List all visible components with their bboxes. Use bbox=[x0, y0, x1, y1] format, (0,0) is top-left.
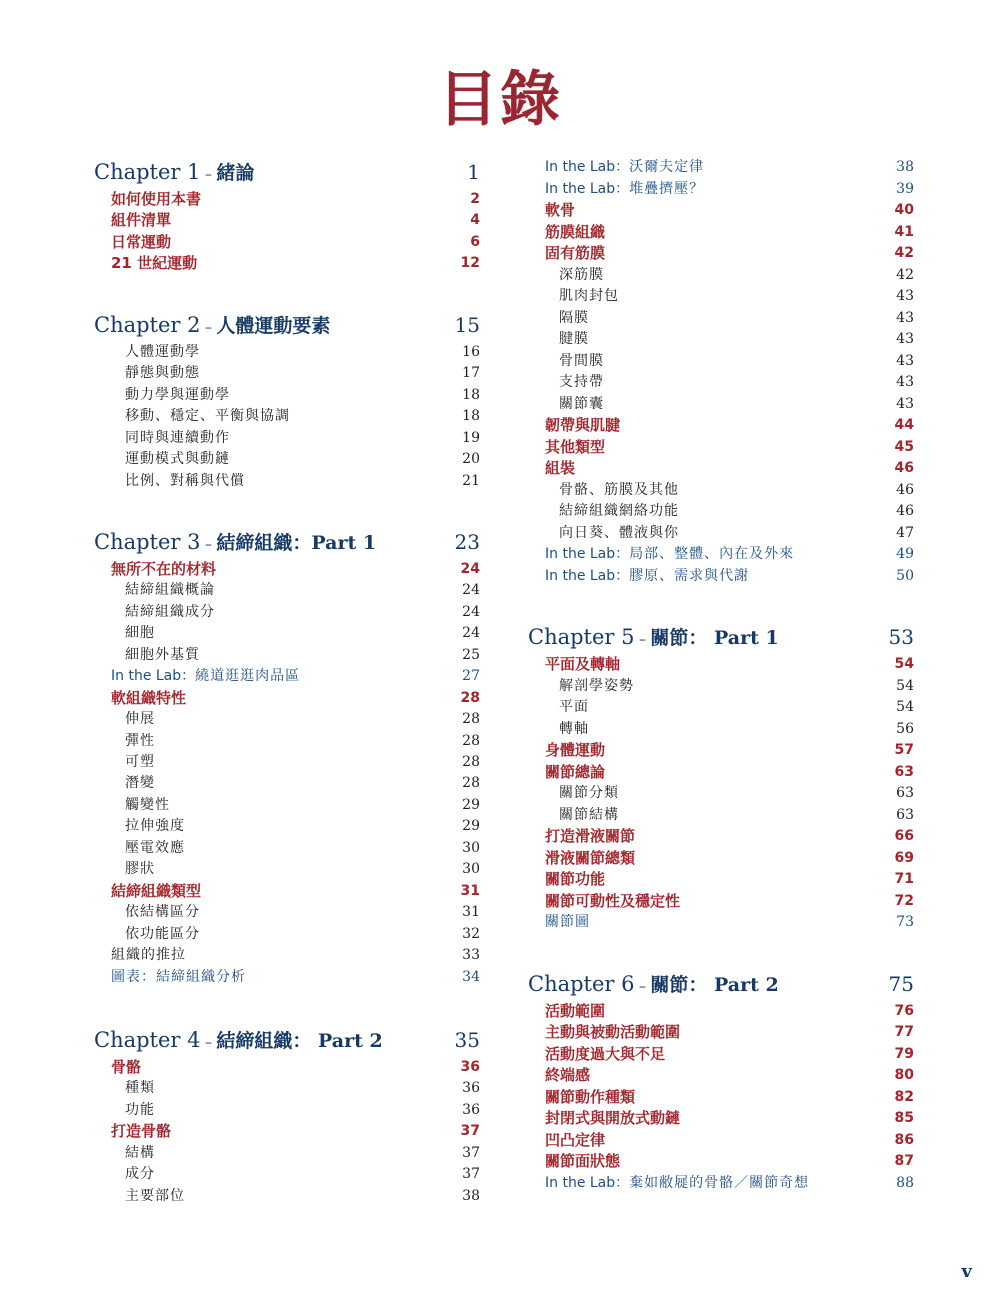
toc-chapter[interactable] bbox=[94, 156, 480, 188]
entry-page-number: 36 bbox=[462, 1101, 480, 1118]
toc-subsection[interactable] bbox=[528, 782, 914, 804]
entry-title: 組織的推拉 bbox=[111, 947, 186, 964]
entry-page-number: 1 bbox=[467, 160, 480, 184]
entry-title: 活動度過大與不足 bbox=[545, 1044, 666, 1063]
entry-title: 種類 bbox=[125, 1080, 155, 1097]
entry-page-number: 27 bbox=[462, 668, 480, 685]
chapter-name: 結締組織： Part 2 bbox=[216, 1029, 383, 1052]
entry-title: 韌帶與肌腱 bbox=[545, 416, 621, 434]
toc-section[interactable] bbox=[528, 847, 914, 869]
entry-page-number: 44 bbox=[894, 417, 914, 433]
toc-section[interactable] bbox=[528, 1129, 914, 1151]
entry-title: 如何使用本書 bbox=[111, 190, 202, 208]
entry-page-number: 72 bbox=[894, 892, 914, 909]
toc-chart-entry[interactable] bbox=[528, 911, 914, 933]
toc-subsection[interactable] bbox=[528, 328, 914, 350]
entry-title: 關節分類 bbox=[559, 785, 619, 801]
entry-page-number: 35 bbox=[454, 1027, 480, 1052]
toc-lab-entry[interactable] bbox=[528, 565, 914, 587]
entry-page-number: 45 bbox=[894, 438, 914, 455]
entry-title: 結締組織類型 bbox=[111, 881, 202, 900]
toc-chart-entry[interactable] bbox=[94, 966, 480, 988]
toc-lab-entry[interactable] bbox=[528, 178, 914, 200]
entry-page-number: 86 bbox=[894, 1131, 914, 1148]
entry-title: 依結構區分 bbox=[125, 904, 200, 921]
toc-subsection[interactable] bbox=[94, 751, 480, 773]
entry-title: 固有筋膜 bbox=[545, 244, 606, 262]
entry-page-number: 2 bbox=[470, 191, 480, 207]
entry-title: 依功能區分 bbox=[125, 925, 200, 942]
toc-subsection[interactable] bbox=[94, 858, 480, 880]
entry-page-number: 12 bbox=[460, 255, 480, 272]
entry-title: 結締組織成分 bbox=[125, 603, 215, 620]
entry-page-number: 32 bbox=[462, 925, 480, 942]
chapter-title bbox=[528, 621, 779, 656]
page-title: 目錄 bbox=[438, 65, 562, 135]
chapter-number: Chapter 1 bbox=[94, 160, 201, 184]
entry-title: 結締組織網絡功能 bbox=[559, 503, 679, 519]
entry-page-number: 6 bbox=[470, 233, 480, 250]
entry-page-number: 54 bbox=[896, 677, 914, 694]
entry-title: 轉軸 bbox=[559, 720, 589, 737]
lab-prefix: In the Lab： bbox=[545, 567, 630, 584]
toc-section[interactable] bbox=[528, 1043, 914, 1065]
entry-title: 觸變性 bbox=[125, 796, 170, 813]
entry-title: 深筋膜 bbox=[559, 266, 604, 283]
entry-page-number: 46 bbox=[896, 503, 914, 519]
entry-page-number: 29 bbox=[462, 818, 480, 835]
entry-page-number: 47 bbox=[896, 524, 914, 541]
entry-title: 壓電效應 bbox=[125, 839, 185, 856]
entry-page-number: 31 bbox=[460, 882, 480, 899]
toc-subsection[interactable] bbox=[94, 1099, 480, 1121]
entry-title: 主動與被動活動範圍 bbox=[545, 1023, 681, 1041]
toc-subsection[interactable] bbox=[94, 644, 480, 666]
entry-title: 活動範圍 bbox=[545, 1001, 606, 1020]
toc-chapter[interactable] bbox=[94, 526, 480, 558]
entry-page-number: 66 bbox=[894, 828, 914, 844]
entry-page-number: 37 bbox=[462, 1166, 480, 1183]
lab-title bbox=[111, 665, 300, 687]
entry-title: 彈性 bbox=[125, 732, 155, 749]
entry-page-number: 79 bbox=[894, 1045, 914, 1062]
toc-section[interactable] bbox=[528, 1021, 914, 1043]
entry-title: 關節可動性及穩定性 bbox=[545, 891, 681, 910]
entry-page-number: 54 bbox=[894, 656, 914, 672]
entry-page-number: 28 bbox=[462, 775, 480, 792]
entry-title: 打造滑液關節 bbox=[545, 827, 636, 845]
lab-title bbox=[545, 178, 704, 200]
entry-page-number: 63 bbox=[894, 763, 914, 780]
entry-page-number: 24 bbox=[462, 625, 480, 642]
toc-lab-entry[interactable] bbox=[94, 665, 480, 687]
entry-page-number: 63 bbox=[896, 806, 914, 823]
toc-subsection[interactable] bbox=[94, 923, 480, 945]
entry-title: 比例、對稱與代償 bbox=[125, 472, 245, 489]
entry-title: 身體運動 bbox=[545, 741, 606, 759]
chapter-title bbox=[94, 309, 330, 344]
entry-page-number: 36 bbox=[462, 1080, 480, 1097]
toc-subsection[interactable] bbox=[94, 622, 480, 644]
entry-title: 伸展 bbox=[125, 711, 155, 728]
chapter-name: 緒論 bbox=[216, 162, 255, 184]
toc-subsection[interactable] bbox=[94, 1185, 480, 1207]
entry-title: 動力學與運動學 bbox=[125, 386, 230, 403]
lab-prefix: In the Lab： bbox=[111, 668, 196, 685]
entry-title: 細胞外基質 bbox=[125, 646, 200, 663]
entry-page-number: 16 bbox=[462, 343, 480, 360]
entry-title: 關節動作種類 bbox=[545, 1087, 636, 1106]
lab-title bbox=[545, 156, 704, 178]
toc-subsection[interactable] bbox=[94, 579, 480, 601]
toc-subsection[interactable] bbox=[94, 794, 480, 816]
toc-subsection[interactable] bbox=[528, 307, 914, 329]
entry-page-number: 57 bbox=[894, 742, 914, 758]
entry-title: 可塑 bbox=[125, 754, 155, 770]
toc-subsection[interactable] bbox=[94, 1142, 480, 1164]
toc-subsection[interactable] bbox=[528, 371, 914, 393]
chapter-title bbox=[94, 1024, 383, 1059]
entry-page-number: 43 bbox=[896, 309, 914, 326]
toc-section[interactable] bbox=[528, 761, 914, 783]
entry-title: 打造骨骼 bbox=[111, 1122, 172, 1141]
toc-subsection[interactable] bbox=[94, 405, 480, 427]
toc-section[interactable] bbox=[528, 1107, 914, 1129]
entry-page-number: 87 bbox=[894, 1153, 914, 1169]
entry-title: 日常運動 bbox=[111, 232, 172, 251]
lab-prefix: In the Lab： bbox=[545, 546, 630, 562]
entry-page-number: 4 bbox=[470, 212, 480, 229]
entry-title: 骨骼、筋膜及其他 bbox=[559, 481, 679, 498]
lab-topic: 繞道逛逛肉品區 bbox=[195, 668, 301, 685]
entry-title: 組裝 bbox=[545, 459, 576, 477]
lab-topic: 局部、整體、內在及外來 bbox=[629, 546, 795, 562]
chapter-title bbox=[94, 526, 376, 561]
toc-subsection[interactable] bbox=[94, 427, 480, 449]
chapter-number: Chapter 4 bbox=[94, 1027, 201, 1052]
entry-title: 同時與連續動作 bbox=[125, 429, 230, 446]
entry-page-number: 29 bbox=[462, 796, 480, 813]
toc-section[interactable] bbox=[94, 188, 480, 210]
toc-section[interactable] bbox=[528, 436, 914, 458]
chapter-separator: – bbox=[200, 536, 217, 553]
entry-page-number: 56 bbox=[896, 720, 914, 737]
entry-page-number: 43 bbox=[896, 352, 914, 369]
toc-subsection[interactable] bbox=[94, 470, 480, 492]
toc-section[interactable] bbox=[94, 1056, 480, 1078]
chapter-name: 關節： Part 1 bbox=[650, 627, 779, 649]
page-number: v bbox=[961, 1261, 972, 1282]
entry-title: 無所不在的材料 bbox=[111, 559, 217, 578]
toc-subsection[interactable] bbox=[94, 772, 480, 794]
toc-chapter[interactable] bbox=[528, 621, 914, 653]
entry-page-number: 30 bbox=[462, 839, 480, 856]
entry-page-number: 36 bbox=[460, 1058, 480, 1075]
toc-lab-entry[interactable] bbox=[528, 543, 914, 565]
toc-section[interactable] bbox=[528, 653, 914, 675]
entry-title: 圖表：結締組織分析 bbox=[111, 968, 246, 985]
toc-section[interactable] bbox=[94, 558, 480, 580]
toc-section[interactable] bbox=[94, 880, 480, 902]
entry-page-number: 46 bbox=[896, 481, 914, 498]
entry-page-number: 85 bbox=[894, 1110, 914, 1126]
toc-subsection[interactable] bbox=[94, 730, 480, 752]
entry-page-number: 41 bbox=[894, 223, 914, 240]
toc-subsection[interactable] bbox=[528, 675, 914, 697]
entry-page-number: 40 bbox=[894, 202, 914, 218]
entry-page-number: 77 bbox=[894, 1024, 914, 1040]
entry-title: 移動、穩定、平衡與協調 bbox=[125, 408, 290, 425]
entry-title: 潛變 bbox=[125, 775, 155, 792]
entry-title: 凹凸定律 bbox=[545, 1130, 606, 1149]
entry-page-number: 76 bbox=[894, 1002, 914, 1019]
entry-page-number: 75 bbox=[888, 971, 914, 996]
entry-title: 解剖學姿勢 bbox=[559, 677, 634, 694]
lab-prefix: In the Lab： bbox=[545, 180, 630, 197]
entry-title: 終端感 bbox=[545, 1066, 591, 1084]
entry-title: 關節功能 bbox=[545, 870, 606, 888]
entry-page-number: 43 bbox=[896, 331, 914, 347]
lab-title bbox=[545, 1172, 809, 1194]
entry-page-number: 80 bbox=[894, 1067, 914, 1083]
entry-title: 主要部位 bbox=[125, 1187, 185, 1204]
entry-title: 平面及轉軸 bbox=[545, 655, 621, 673]
toc-section[interactable] bbox=[94, 252, 480, 274]
toc-section[interactable] bbox=[528, 1150, 914, 1172]
toc-subsection[interactable] bbox=[94, 815, 480, 837]
entry-page-number: 43 bbox=[896, 288, 914, 304]
entry-page-number: 63 bbox=[896, 785, 914, 801]
entry-page-number: 15 bbox=[454, 312, 480, 337]
toc-section[interactable] bbox=[94, 687, 480, 709]
entry-title: 關節圖 bbox=[545, 914, 590, 930]
entry-title: 人體運動學 bbox=[125, 343, 200, 360]
toc-subsection[interactable] bbox=[528, 718, 914, 740]
toc-lab-entry[interactable] bbox=[528, 1172, 914, 1194]
entry-page-number: 37 bbox=[462, 1144, 480, 1161]
entry-page-number: 82 bbox=[894, 1088, 914, 1105]
entry-title: 軟骨 bbox=[545, 201, 576, 219]
entry-page-number: 33 bbox=[462, 947, 480, 964]
entry-page-number: 18 bbox=[462, 408, 480, 425]
entry-page-number: 43 bbox=[896, 374, 914, 390]
entry-title: 拉伸強度 bbox=[125, 818, 185, 835]
entry-title: 結締組織概論 bbox=[125, 582, 215, 599]
entry-page-number: 53 bbox=[888, 625, 914, 649]
entry-page-number: 20 bbox=[462, 451, 480, 468]
toc-subsection[interactable] bbox=[94, 901, 480, 923]
toc-section[interactable] bbox=[528, 242, 914, 264]
toc-subsection[interactable] bbox=[528, 500, 914, 522]
toc-subsection[interactable] bbox=[94, 362, 480, 384]
entry-page-number: 54 bbox=[896, 699, 914, 715]
entry-page-number: 37 bbox=[460, 1123, 480, 1140]
entry-page-number: 23 bbox=[454, 529, 480, 554]
entry-page-number: 31 bbox=[462, 904, 480, 921]
toc-section[interactable] bbox=[528, 739, 914, 761]
toc-section[interactable] bbox=[94, 1120, 480, 1142]
entry-page-number: 18 bbox=[462, 386, 480, 403]
entry-title: 骨間膜 bbox=[559, 352, 604, 369]
toc-section[interactable] bbox=[528, 221, 914, 243]
entry-page-number: 28 bbox=[462, 732, 480, 749]
entry-title: 功能 bbox=[125, 1101, 155, 1118]
toc-subsection[interactable] bbox=[94, 601, 480, 623]
toc-entry[interactable] bbox=[94, 944, 480, 966]
entry-title: 其他類型 bbox=[545, 437, 606, 456]
toc-section[interactable] bbox=[528, 1000, 914, 1022]
entry-title: 細胞 bbox=[125, 625, 155, 642]
entry-page-number: 42 bbox=[894, 245, 914, 261]
entry-page-number: 42 bbox=[896, 266, 914, 283]
entry-page-number: 71 bbox=[894, 871, 914, 887]
entry-page-number: 30 bbox=[462, 861, 480, 878]
toc-subsection[interactable] bbox=[94, 1077, 480, 1099]
toc-lab-entry[interactable] bbox=[528, 156, 914, 178]
entry-title: 腱膜 bbox=[559, 331, 589, 347]
entry-title: 關節面狀態 bbox=[545, 1152, 621, 1170]
lab-title bbox=[545, 565, 749, 587]
lab-prefix: In the Lab： bbox=[545, 1174, 630, 1191]
chapter-separator: – bbox=[634, 978, 651, 995]
entry-title: 向日葵、體液與你 bbox=[559, 524, 679, 541]
entry-title: 運動模式與動鏈 bbox=[125, 451, 230, 468]
toc-subsection[interactable] bbox=[94, 708, 480, 730]
entry-title: 關節總論 bbox=[545, 762, 606, 781]
toc-subsection[interactable] bbox=[528, 393, 914, 415]
chapter-name: 結締組織：Part 1 bbox=[216, 531, 377, 554]
entry-page-number: 46 bbox=[894, 460, 914, 476]
lab-prefix: In the Lab： bbox=[545, 159, 630, 175]
entry-title: 骨骼 bbox=[111, 1057, 142, 1076]
toc-section[interactable] bbox=[528, 199, 914, 221]
entry-title: 21 世紀運動 bbox=[111, 254, 198, 273]
entry-title: 關節結構 bbox=[559, 806, 619, 823]
entry-title: 靜態與動態 bbox=[125, 365, 200, 382]
toc-section[interactable] bbox=[528, 414, 914, 436]
toc-chapter[interactable] bbox=[94, 309, 480, 341]
entry-title: 平面 bbox=[559, 699, 589, 715]
chapter-name: 關節： Part 2 bbox=[650, 973, 779, 996]
entry-page-number: 25 bbox=[462, 646, 480, 663]
toc-subsection[interactable] bbox=[528, 479, 914, 501]
entry-title: 結構 bbox=[125, 1144, 155, 1161]
chapter-separator: – bbox=[200, 319, 217, 336]
chapter-title bbox=[528, 968, 779, 1003]
chapter-title bbox=[94, 156, 254, 191]
chapter-number: Chapter 3 bbox=[94, 529, 201, 554]
entry-title: 肌肉封包 bbox=[559, 288, 619, 304]
toc-subsection[interactable] bbox=[94, 341, 480, 363]
toc-chapter[interactable] bbox=[94, 1024, 480, 1056]
toc-section[interactable] bbox=[94, 231, 480, 253]
entry-title: 隔膜 bbox=[559, 309, 589, 326]
lab-title bbox=[545, 543, 794, 565]
toc-section[interactable] bbox=[528, 825, 914, 847]
toc-subsection[interactable] bbox=[528, 264, 914, 286]
entry-page-number: 28 bbox=[460, 689, 480, 706]
entry-page-number: 73 bbox=[896, 914, 914, 930]
chapter-separator: – bbox=[634, 632, 651, 648]
toc-section[interactable] bbox=[528, 890, 914, 912]
entry-title: 支持帶 bbox=[559, 374, 604, 390]
entry-page-number: 21 bbox=[462, 472, 480, 489]
entry-page-number: 50 bbox=[896, 567, 914, 584]
toc-section[interactable] bbox=[528, 1086, 914, 1108]
toc-section[interactable] bbox=[528, 457, 914, 479]
lab-topic: 堆疊擠壓？ bbox=[629, 180, 705, 197]
toc-chapter[interactable] bbox=[528, 968, 914, 1000]
entry-title: 關節囊 bbox=[559, 395, 604, 412]
entry-page-number: 28 bbox=[462, 711, 480, 728]
entry-page-number: 28 bbox=[462, 754, 480, 770]
entry-page-number: 24 bbox=[462, 603, 480, 620]
toc-subsection[interactable] bbox=[528, 804, 914, 826]
entry-page-number: 17 bbox=[462, 365, 480, 382]
toc-section[interactable] bbox=[528, 1064, 914, 1086]
entry-page-number: 24 bbox=[460, 560, 480, 577]
entry-title: 封閉式與開放式動鏈 bbox=[545, 1109, 681, 1127]
entry-page-number: 39 bbox=[896, 180, 914, 197]
toc-subsection[interactable] bbox=[94, 1163, 480, 1185]
toc-subsection[interactable] bbox=[528, 350, 914, 372]
toc-subsection[interactable] bbox=[528, 285, 914, 307]
lab-topic: 沃爾夫定律 bbox=[629, 159, 705, 175]
entry-page-number: 49 bbox=[896, 546, 914, 562]
entry-title: 膠狀 bbox=[125, 861, 155, 878]
entry-page-number: 38 bbox=[896, 159, 914, 175]
toc-subsection[interactable] bbox=[94, 837, 480, 859]
lab-topic: 棄如敝屣的骨骼／關節奇想 bbox=[629, 1174, 810, 1191]
chapter-number: Chapter 5 bbox=[528, 625, 635, 649]
toc-section[interactable] bbox=[94, 209, 480, 231]
entry-title: 組件清單 bbox=[111, 211, 172, 230]
chapter-number: Chapter 2 bbox=[94, 312, 201, 337]
chapter-separator: – bbox=[200, 167, 217, 183]
entry-page-number: 43 bbox=[896, 395, 914, 412]
chapter-name: 人體運動要素 bbox=[216, 314, 331, 337]
toc-section[interactable] bbox=[528, 868, 914, 890]
entry-title: 滑液關節總類 bbox=[545, 848, 636, 867]
entry-page-number: 19 bbox=[462, 429, 480, 446]
toc-subsection[interactable] bbox=[94, 448, 480, 470]
entry-title: 筋膜組織 bbox=[545, 222, 606, 241]
chapter-separator: – bbox=[200, 1034, 217, 1051]
entry-page-number: 69 bbox=[894, 849, 914, 866]
entry-page-number: 24 bbox=[462, 582, 480, 599]
entry-title: 成分 bbox=[125, 1166, 155, 1183]
chapter-number: Chapter 6 bbox=[528, 971, 635, 996]
entry-page-number: 34 bbox=[462, 968, 480, 985]
toc-subsection[interactable] bbox=[528, 696, 914, 718]
toc-subsection[interactable] bbox=[94, 384, 480, 406]
entry-page-number: 88 bbox=[896, 1174, 914, 1191]
entry-title: 軟組織特性 bbox=[111, 688, 187, 707]
lab-topic: 膠原、需求與代謝 bbox=[629, 567, 750, 584]
entry-page-number: 38 bbox=[462, 1187, 480, 1204]
toc-subsection[interactable] bbox=[528, 522, 914, 544]
